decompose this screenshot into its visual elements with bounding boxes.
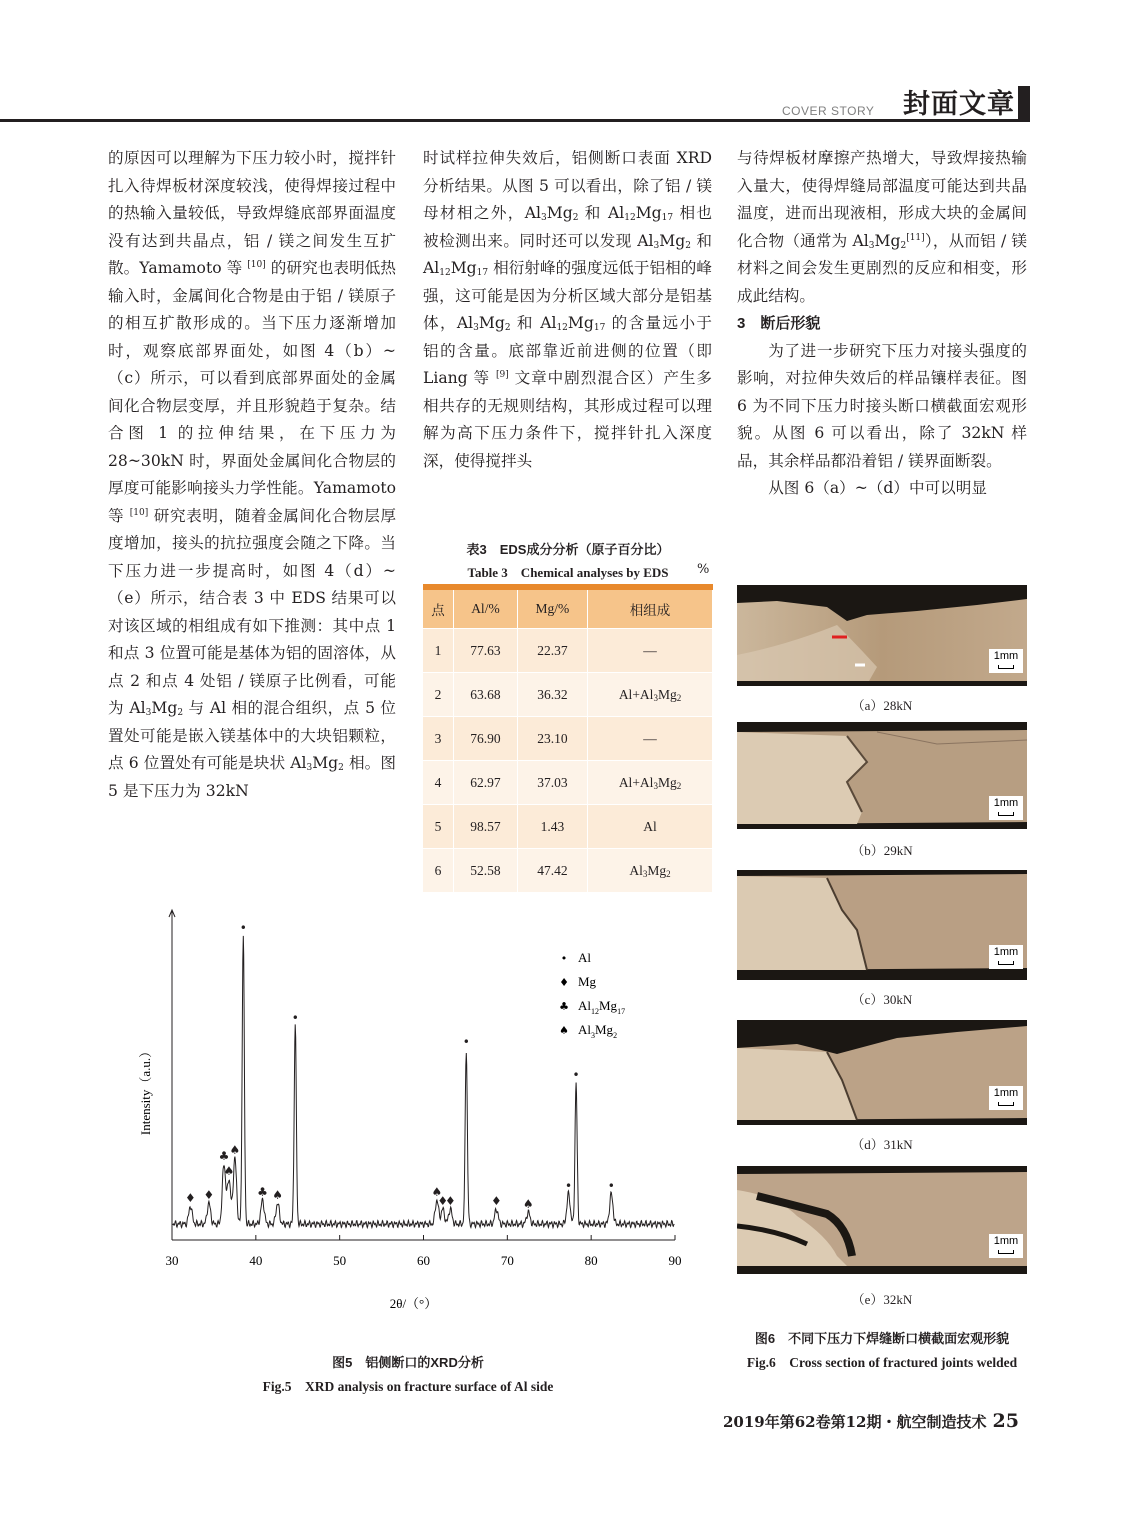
- x-tick-label: 50: [333, 1253, 347, 1268]
- macro-caption-b: （b）29kN: [851, 843, 913, 858]
- table-caption-en: Table 3 Chemical analyses by EDS: [467, 565, 669, 580]
- table-row: [423, 717, 713, 761]
- legend-entry: Mg: [578, 974, 597, 989]
- table-cell: —: [588, 717, 713, 761]
- peak-marker-mg: ♦: [203, 1188, 215, 1202]
- peak-marker-al3mg2: ♠: [431, 1185, 443, 1199]
- xrd-chart: [118, 900, 698, 1330]
- eds-table: [423, 584, 713, 893]
- macro-caption-a: （a）28kN: [851, 698, 913, 713]
- table-cell: 98.57: [454, 805, 518, 849]
- col3-paragraph-2: 为了进一步研究下压力对接头强度的影响，对拉伸失效后的样品镶样表征。图 6 为不同下压力时接头断口横截面宏观形貌。从图 6 可以看出，除了 32kN 样品，其余样品都沿着铝 / 镁界面断裂。: [737, 341, 1027, 470]
- table-cell: 1.43: [517, 805, 587, 849]
- table-row: [423, 673, 713, 717]
- legend-symbol: •: [560, 952, 568, 965]
- scale-bar: 1mm: [989, 649, 1023, 673]
- table-cell: 76.90: [454, 717, 518, 761]
- table-header: Al/%: [454, 587, 518, 629]
- table-header: 点: [423, 587, 454, 629]
- peak-marker-al: •: [572, 1068, 580, 1082]
- peak-marker-al: •: [462, 1035, 470, 1049]
- macro-image-c: [737, 870, 1027, 980]
- table-cell: Al: [588, 805, 713, 849]
- text-column-3: [737, 145, 1027, 503]
- header-rule: [0, 119, 1030, 122]
- x-tick-label: 90: [668, 1253, 682, 1268]
- legend-entry: $Al_{12}Mg_{17}$: [578, 998, 626, 1016]
- table-row: [423, 805, 713, 849]
- scale-bar: 1mm: [989, 1234, 1023, 1258]
- legend-symbol: ♦: [559, 976, 569, 989]
- scale-bar: 1mm: [989, 1086, 1023, 1110]
- table-cell: 77.63: [454, 629, 518, 673]
- col3-paragraph-3: 从图 6（a）~（d）中可以明显: [768, 479, 987, 497]
- table-cell: 23.10: [517, 717, 587, 761]
- col1-paragraph: 的原因可以理解为下压力较小时，搅拌针扎入待焊板材深度较浅，使得焊接过程中的热输入量较低，导致焊缝底部界面温度没有达到共晶点，铝 / 镁之间发生互扩散。Yamamoto 等 [10] 的研究也表明低热输入时，金属间化合物是由于铝 / 镁原子的相互扩散形成的。当下压力逐渐增加时，观察底部界面处，如图 4（b）~（c）所示，可以看到底部界面处的金属间化合物层变厚，并且形貌趋于复杂。结合图 1 的拉伸结果，在下压力为 28~30kN 时，界面处金属间化合物层的厚度可能影响接头力学性能。Yamamoto 等 [10] 研究表明，随着金属间化合物层厚度增加，接头的抗拉强度会随之下降。当下压力进一步提高时，如图 4（d）~（e）所示，结合表 3 中 EDS 结果可以对该区域的相组成有如下推测：其中点 1 和点 3 位置可能是基体为铝的固溶体，从点 2 和点 4 处铝 / 镁原子比例看，可能为 $Al_3Mg_2$ 与 Al 相的混合组织，点 5 位置处可能是嵌入镁基体中的大块铝颗粒，点 6 位置处有可能是块状 $Al_3Mg_2$ 相。图 5 是下压力为 32kN: [108, 149, 396, 800]
- peak-marker-al: •: [291, 1011, 299, 1025]
- peak-marker-al3mg2: ♠: [223, 1164, 235, 1178]
- col2-paragraph: 时试样拉伸失效后，铝侧断口表面 XRD 分析结果。从图 5 可以看出，除了铝 / 镁母材相之外，$Al_3Mg_2$ 和 $Al_{12}Mg_{17}$ 相也被检测出来。同时还可以发现 $Al_3Mg_2$ 和 $Al_{12}Mg_{17}$ 相衍射峰的强度远低于铝相的峰强，这可能是因为分析区域大部分是铝基体，$Al_3Mg_2$ 和 $Al_{12}Mg_{17}$ 的含量远小于铝的含量。底部靠近前进侧的位置（即 Liang 等 [9] 文章中剧烈混合区）产生多相共存的无规则结构，其形成过程可以理解为高下压力条件下，搅拌针扎入深度深，使得搅拌头: [423, 149, 712, 470]
- fig6-caption-cn: 图6 不同下压力下焊缝断口横截面宏观形貌: [754, 1331, 1010, 1346]
- table-cell: 52.58: [454, 849, 518, 893]
- text-column-1: [108, 145, 396, 805]
- peak-marker-mg: ♦: [437, 1194, 449, 1208]
- x-tick-label: 40: [249, 1253, 263, 1268]
- table-cell: 22.37: [517, 629, 587, 673]
- peak-marker-al: •: [239, 921, 247, 935]
- table-cell: $Al+Al_3Mg_2$: [588, 761, 713, 805]
- x-tick-label: 70: [500, 1253, 514, 1268]
- table-cell: $Al+Al_3Mg_2$: [588, 673, 713, 717]
- macro-image-d: [737, 1020, 1027, 1125]
- xrd-series-line: [173, 936, 674, 1228]
- table-cell: $Al_3Mg_2$: [588, 849, 713, 893]
- legend-entry: Al: [578, 950, 591, 965]
- x-tick-label: 30: [165, 1253, 179, 1268]
- table-cell: —: [588, 629, 713, 673]
- table-cell: 62.97: [454, 761, 518, 805]
- macro-image-b: [737, 722, 1027, 829]
- scale-bar: 1mm: [989, 796, 1023, 820]
- table-cell: 2: [423, 673, 454, 717]
- macro-caption-e: （e）32kN: [851, 1292, 913, 1307]
- macro-image-e: [737, 1166, 1027, 1274]
- header-bar: [1018, 86, 1030, 122]
- page-footer: [723, 1410, 1019, 1432]
- x-tick-label: 60: [417, 1253, 430, 1268]
- section-heading: 3 断后形貌: [737, 315, 821, 332]
- fig5-caption-en: Fig.5 XRD analysis on fracture surface of Al side: [262, 1379, 554, 1394]
- macro-image-a: [737, 585, 1027, 686]
- table-row: [423, 849, 713, 893]
- table-unit: %: [697, 562, 710, 577]
- fig6-caption-en: Fig.6 Cross section of fractured joints welded: [746, 1355, 1018, 1370]
- peak-marker-al12mg17: ♣: [218, 1149, 230, 1163]
- table-header: Mg/%: [517, 587, 587, 629]
- peak-marker-al3mg2: ♠: [229, 1143, 241, 1157]
- y-axis-label: Intensity（a.u.）: [138, 1044, 153, 1136]
- fig5-caption-cn: 图5 铝侧断口的XRD分析: [332, 1355, 484, 1370]
- table-cell: 1: [423, 629, 454, 673]
- macro-caption-c: （c）30kN: [851, 992, 913, 1007]
- table-caption-cn: 表3 EDS成分分析（原子百分比）: [466, 542, 670, 557]
- scale-bar: 1mm: [989, 945, 1023, 969]
- peak-marker-al12mg17: ♣: [257, 1185, 268, 1199]
- table-header: 相组成: [588, 587, 713, 629]
- table-row: [423, 761, 713, 805]
- x-tick-label: 80: [584, 1253, 598, 1268]
- table-cell: 47.42: [517, 849, 587, 893]
- table-cell: 3: [423, 717, 454, 761]
- peak-marker-mg: ♦: [491, 1194, 502, 1208]
- table-cell: 4: [423, 761, 454, 805]
- peak-marker-al: •: [564, 1179, 573, 1193]
- peak-marker-mg: ♦: [444, 1194, 456, 1208]
- table-cell: 63.68: [454, 673, 518, 717]
- table-cell: 37.03: [517, 761, 587, 805]
- peak-marker-al3mg2: ♠: [272, 1188, 284, 1202]
- journal-info: 2019年第62卷第12期・航空制造技术: [723, 1413, 987, 1431]
- col3-paragraph-1: 与待焊板材摩擦产热增大，导致焊接热输入量大，使得焊缝局部温度可能达到共晶温度，进而出现液相，形成大块的金属间化合物（通常为 $Al_3Mg_2[11]$），从而铝 / 镁材料之间会发生更剧烈的反应和相变，形成此结构。: [737, 149, 1027, 305]
- macro-caption-d: （d）31kN: [851, 1137, 913, 1152]
- header-chinese: 封面文章: [903, 89, 1015, 120]
- table-header-row: [423, 587, 713, 629]
- legend-entry: $Al_3Mg_2$: [578, 1022, 618, 1040]
- peak-marker-al: •: [607, 1179, 615, 1193]
- table-cell: 36.32: [517, 673, 587, 717]
- page-number: 25: [992, 1410, 1019, 1432]
- header-english: COVER STORY: [782, 104, 875, 118]
- text-column-2: [423, 145, 712, 475]
- legend-symbol: ♣: [559, 1000, 569, 1013]
- x-axis-label: 2θ/（°）: [389, 1296, 438, 1311]
- table-cell: 6: [423, 849, 454, 893]
- legend-symbol: ♠: [559, 1024, 569, 1037]
- peak-marker-al3mg2: ♠: [522, 1197, 534, 1211]
- peak-marker-mg: ♦: [185, 1191, 196, 1205]
- table-cell: 5: [423, 805, 454, 849]
- table-row: [423, 629, 713, 673]
